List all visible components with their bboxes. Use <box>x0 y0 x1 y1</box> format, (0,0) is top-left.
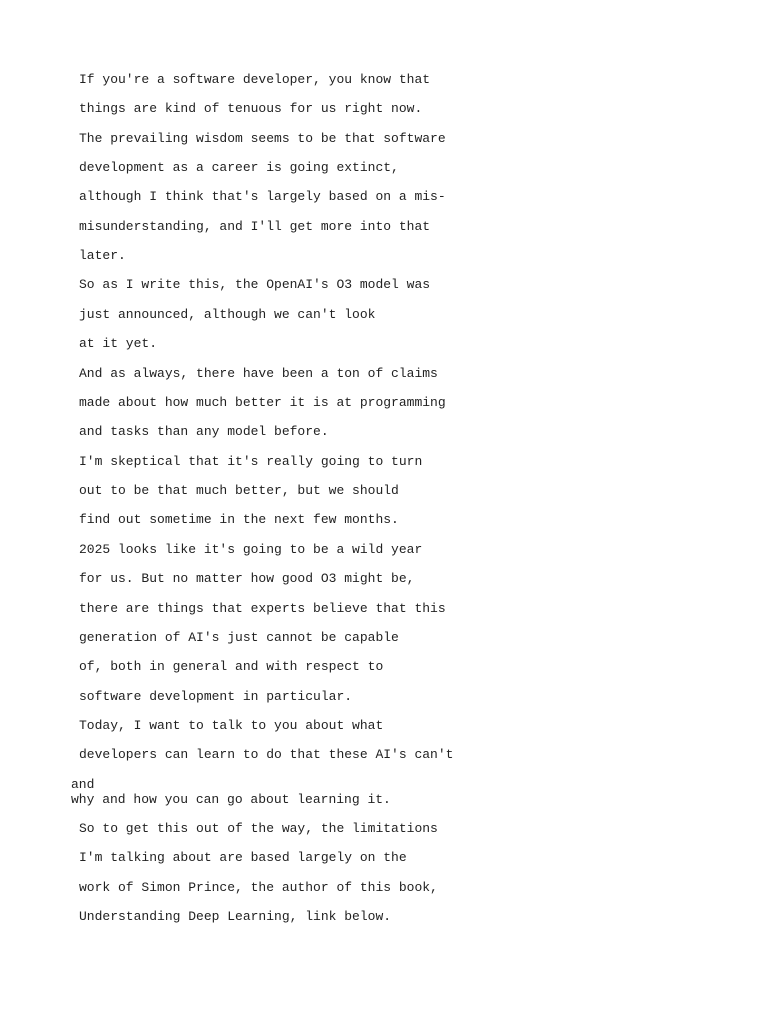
text-line-11: And as always, there have been a ton of claims <box>79 366 438 381</box>
text-line-10: at it yet. <box>79 336 158 351</box>
text-line-27: So to get this out of the way, the limitations <box>79 821 438 836</box>
text-line-1: If you're a software developer, you know that <box>79 72 431 87</box>
text-line-30: Understanding Deep Learning, link below. <box>79 909 392 924</box>
text-line-8: So as I write this, the OpenAI's O3 model was <box>79 277 431 292</box>
text-line-26: why and how you can go about learning it. <box>71 792 391 807</box>
text-line-15: out to be that much better, but we should <box>79 483 399 498</box>
text-line-25: and <box>71 777 95 792</box>
text-line-24: developers can learn to do that these AI's can't <box>79 747 454 762</box>
text-line-12: made about how much better it is at programming <box>79 395 446 410</box>
text-line-16: find out sometime in the next few months. <box>79 512 399 527</box>
text-line-4: development as a career is going extinct, <box>79 160 399 175</box>
text-line-2: things are kind of tenuous for us right now. <box>79 101 423 116</box>
text-line-6: misunderstanding, and I'll get more into that <box>79 219 431 234</box>
text-line-28: I'm talking about are based largely on the <box>79 850 407 865</box>
text-line-18: for us. But no matter how good O3 might be, <box>79 571 415 586</box>
text-line-5: although I think that's largely based on a mis- <box>79 189 446 204</box>
text-line-7: later. <box>79 248 126 263</box>
text-line-19: there are things that experts believe that this <box>79 601 446 616</box>
text-line-17: 2025 looks like it's going to be a wild year <box>79 542 423 557</box>
text-line-13: and tasks than any model before. <box>79 424 329 439</box>
text-line-22: software development in particular. <box>79 689 353 704</box>
text-line-23: Today, I want to talk to you about what <box>79 718 384 733</box>
text-line-14: I'm skeptical that it's really going to turn <box>79 454 423 469</box>
text-line-9: just announced, although we can't look <box>79 307 376 322</box>
text-line-21: of, both in general and with respect to <box>79 659 384 674</box>
text-line-3: The prevailing wisdom seems to be that software <box>79 131 446 146</box>
text-line-29: work of Simon Prince, the author of this book, <box>79 880 438 895</box>
text-line-20: generation of AI's just cannot be capable <box>79 630 399 645</box>
